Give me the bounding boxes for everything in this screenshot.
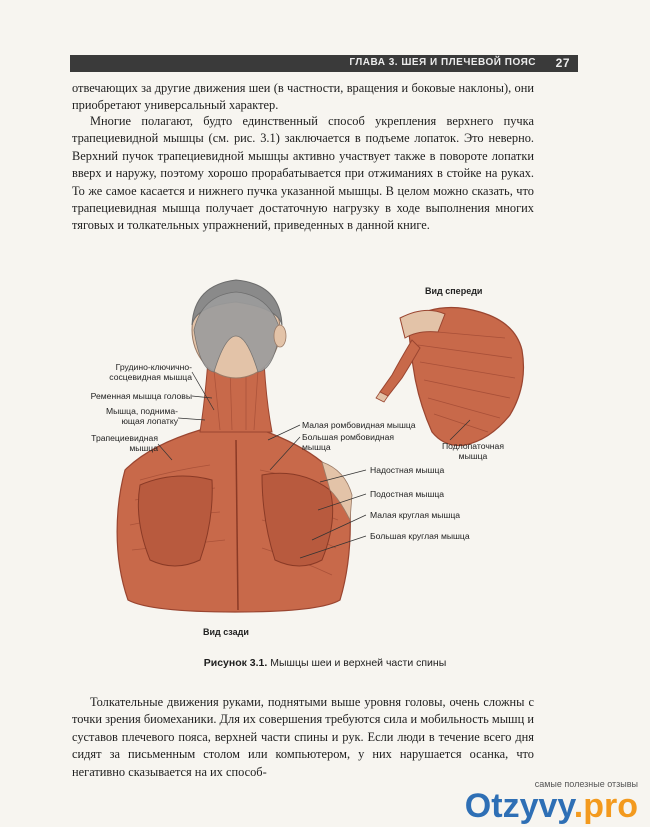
figure-caption: [0, 657, 650, 669]
paragraph-overhead-press: [72, 694, 534, 781]
label-trapezius: Трапециевидная мышца: [91, 433, 158, 453]
chapter-title: ГЛАВА 3. ШЕЯ И ПЛЕЧЕВОЙ ПОЯС: [349, 57, 536, 68]
label-infraspinatus: Подостная мышца: [370, 489, 445, 499]
front-view-title: Вид спереди: [425, 286, 483, 296]
label-splenius-capitis: Ременная мышца головы: [90, 391, 192, 401]
label-supraspinatus: Надостная мышца: [370, 465, 445, 475]
watermark-logo-main: Otzyvy: [464, 787, 574, 825]
paragraph-1-text: отвечающих за другие движения шеи (в частности, вращения и боковые наклоны), они приобретают универсальный характер.: [72, 81, 534, 113]
label-teres-minor: Малая круглая мышца: [370, 510, 461, 520]
otzyvy-watermark: [465, 779, 638, 823]
caption-text: Мышцы шеи и верхней части спины: [267, 657, 447, 669]
watermark-logo-accent: .pro: [573, 787, 638, 825]
label-sternocleidomastoid: Грудино-ключично- сосцевидная мышца: [109, 362, 192, 382]
label-teres-major: Большая круглая мышца: [370, 531, 470, 541]
caption-number: Рисунок 3.1.: [203, 657, 268, 669]
page-number: 27: [555, 56, 570, 70]
watermark-logo: [465, 789, 638, 823]
label-rhomboid-major: Большая ромбовидная мышца: [302, 432, 395, 452]
label-rhomboid-minor: Малая ромбовидная мышца: [302, 420, 416, 430]
paragraph-3-text: Толкательные движения руками, поднятыми выше уровня головы, очень сложны с точки зрения биомеханики. Для их совершения требуются сила и мобильность мышц и суставов плечевого пояса, верхней части спины и рук. Если люди в течение всего дня сидят за письменным столом или компьютером, у них нарушается осанка, что негативно сказывается на их способ-: [72, 695, 534, 779]
watermark-tagline: самые полезные отзывы: [534, 779, 638, 789]
paragraph-2-text: Многие полагают, будто единственный способ укрепления верхнего пучка трапециевидной мышцы (см. рис. 3.1) заключается в подъеме лопаток. Это неверно. Верхний пучок трапециевидной мышцы активно участвует также в повороте лопатки вверх и наружу, поэтому хорошо прорабатывается при отжиманиях в стойке на руках. То же самое касается и нижнего пучка указанной мышцы. В целом можно сказать, что трапециевидная мышца получает достаточную нагрузку в ходе выполнения многих тяговых и толкательных упражнений, приведенных в данной книге.: [72, 114, 534, 233]
back-view-title: Вид сзади: [203, 627, 249, 637]
label-subscapularis: Подлопаточная мышца: [441, 441, 504, 461]
label-levator-scapulae: Мышца, поднима- ющая лопатку: [105, 406, 178, 426]
